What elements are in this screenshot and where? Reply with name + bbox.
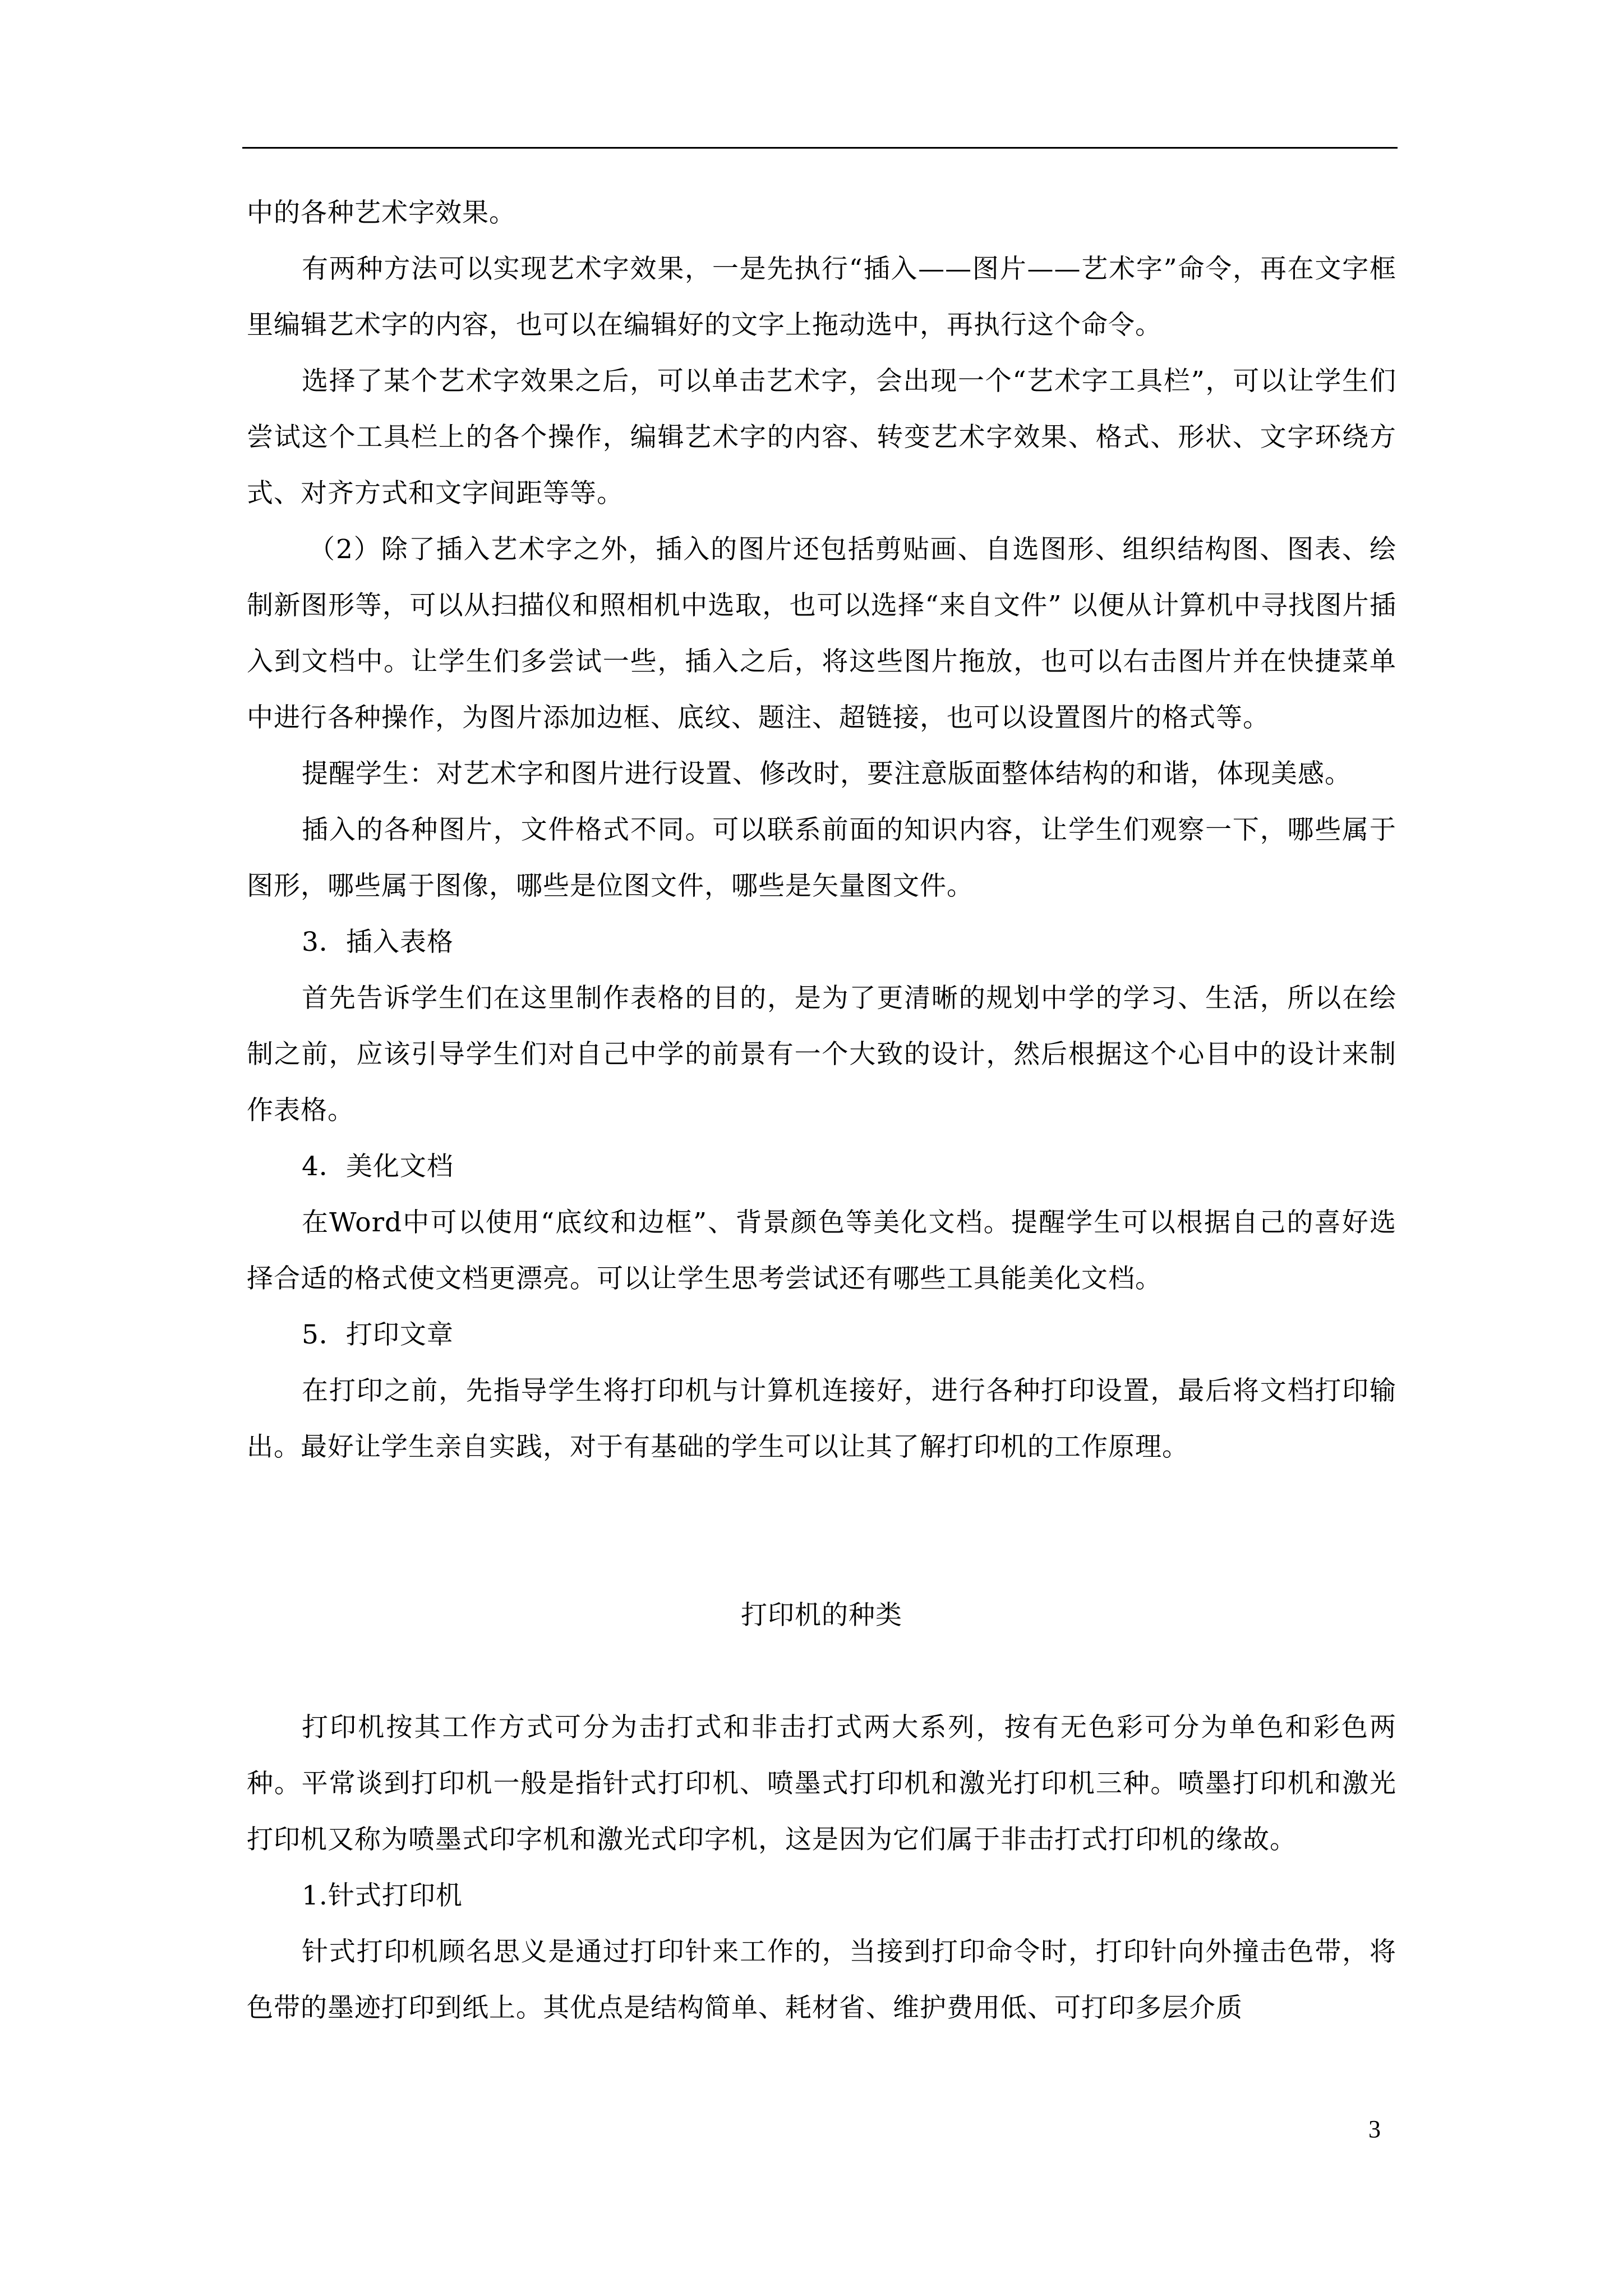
paragraph: 选择了某个艺术字效果之后，可以单击艺术字，会出现一个“艺术字工具栏”，可以让学生们尝试这个工具栏上的各个操作，编辑艺术字的内容、转变艺术字效果、格式、形状、文字环绕方式、对齐方式和文字间距等等。 xyxy=(247,366,1396,509)
subheading: 5．打印文章 xyxy=(302,1319,454,1350)
header-rule xyxy=(242,147,1398,149)
subheading: 1.针式打印机 xyxy=(302,1880,463,1911)
section-title: 打印机的种类 xyxy=(741,1600,902,1631)
paragraph: 在Word中可以使用“底纹和边框”、背景颜色等美化文档。提醒学生可以根据自己的喜好选择合适的格式使文档更漂亮。可以让学生思考尝试还有哪些工具能美化文档。 xyxy=(247,1207,1396,1294)
section-spacer xyxy=(247,1475,1396,1588)
paragraph: 提醒学生：对艺术字和图片进行设置、修改时，要注意版面整体结构的和谐，体现美感。 xyxy=(302,758,1352,789)
section-spacer xyxy=(247,1644,1396,1700)
paragraph: （2）除了插入艺术字之外，插入的图片还包括剪贴画、自选图形、组织结构图、图表、绘制新图形等，可以从扫描仪和照相机中选取，也可以选择“来自文件” 以便从计算机中寻找图片插入到文档中。让学生们多尝试一些，插入之后，将这些图片拖放，也可以右击图片并在快捷菜单中进行各种操作，为图片添加边框、底纹、题注、超链接，也可以设置图片的格式等。 xyxy=(247,534,1396,733)
subheading: 3．插入表格 xyxy=(302,927,454,958)
paragraph: 在打印之前，先指导学生将打印机与计算机连接好，进行各种打印设置，最后将文档打印输出。最好让学生亲自实践，对于有基础的学生可以让其了解打印机的工作原理。 xyxy=(247,1375,1396,1462)
paragraph: 针式打印机顾名思义是通过打印针来工作的，当接到打印命令时，打印针向外撞击色带，将色带的墨迹打印到纸上。其优点是结构简单、耗材省、维护费用低、可打印多层介质 xyxy=(247,1936,1396,2023)
paragraph: 中的各种艺术字效果。 xyxy=(247,197,516,228)
paragraph: 插入的各种图片，文件格式不同。可以联系前面的知识内容，让学生们观察一下，哪些属于图形，哪些属于图像，哪些是位图文件，哪些是矢量图文件。 xyxy=(247,815,1396,901)
paragraph: 打印机按其工作方式可分为击打式和非击打式两大系列，按有无色彩可分为单色和彩色两种。平常谈到打印机一般是指针式打印机、喷墨式打印机和激光打印机三种。喷墨打印机和激光打印机又称为喷墨式印字机和激光式印字机，这是因为它们属于非击打式打印机的缘故。 xyxy=(247,1712,1396,1855)
subheading: 4．美化文档 xyxy=(302,1151,454,1182)
page-number: 3 xyxy=(1368,2115,1381,2143)
paragraph: 有两种方法可以实现艺术字效果，一是先执行“插入——图片——艺术字”命令，再在文字框里编辑艺术字的内容，也可以在编辑好的文字上拖动选中，再执行这个命令。 xyxy=(247,254,1396,341)
document-body xyxy=(247,185,1396,2036)
paragraph: 首先告诉学生们在这里制作表格的目的，是为了更清晰的规划中学的学习、生活，所以在绘制之前，应该引导学生们对自己中学的前景有一个大致的设计，然后根据这个心目中的设计来制作表格。 xyxy=(247,983,1396,1126)
